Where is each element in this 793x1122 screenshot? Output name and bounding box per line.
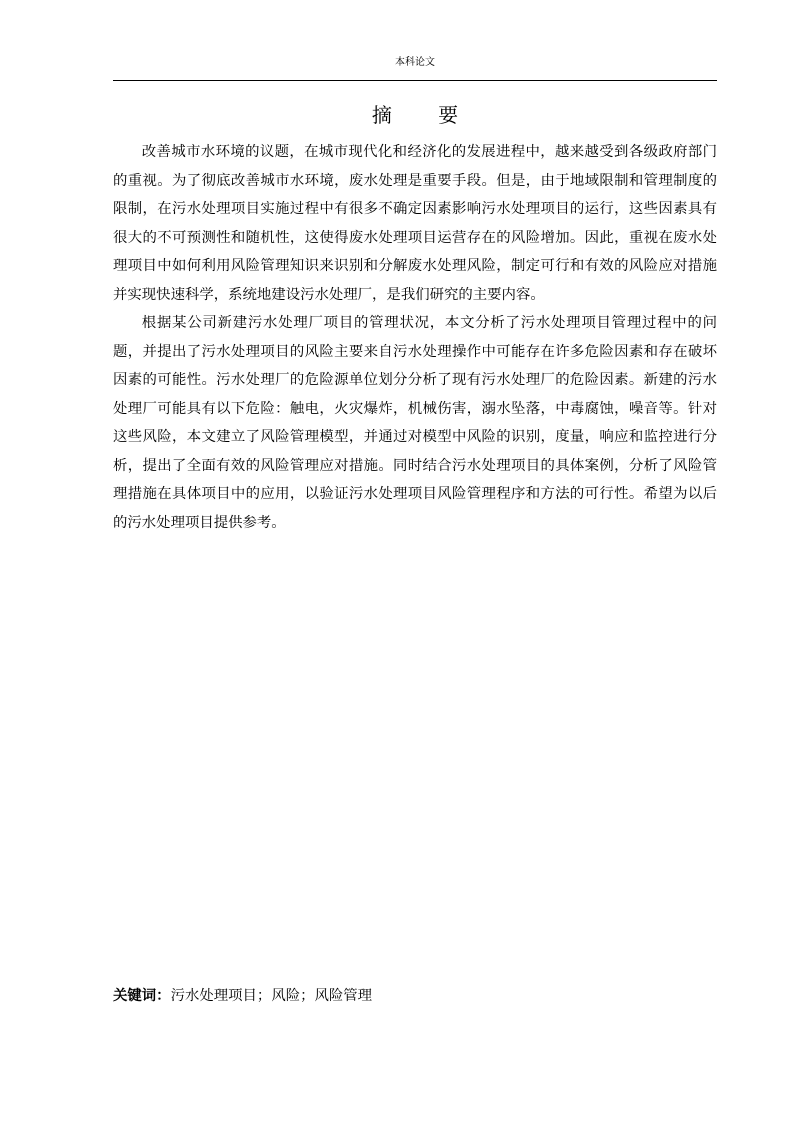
running-header: 本科论文	[395, 57, 435, 68]
abstract-paragraph-1: 改善城市水环境的议题，在城市现代化和经济化的发展进程中，越来越受到各级政府部门的重视。为了彻底改善城市水环境，废水处理是重要手段。但是，由于地域限制和管理制度的限制，在污水处理项目实施过程中有很多不确定因素影响污水处理项目的运行，这些因素具有很大的不可预测性和随机性，这使得废水处理项目运营存在的风险增加。因此，重视在废水处理项目中如何利用风险管理知识来识别和分解废水处理风险，制定可行和有效的风险应对措施并实现快速科学，系统地建设污水处理厂，是我们研究的主要内容。	[113, 144, 717, 303]
header-divider	[113, 80, 717, 81]
keywords-label: 关键词：	[113, 988, 171, 1004]
abstract-paragraph-2: 根据某公司新建污水处理厂项目的管理状况，本文分析了污水处理项目管理过程中的问题，并提出了污水处理项目的风险主要来自污水处理操作中可能存在许多危险因素和存在破坏因素的可能性。污水处理厂的危险源单位划分分析了现有污水处理厂的危险因素。新建的污水处理厂可能具有以下危险：触电，火灾爆炸，机械伤害，溺水坠落，中毒腐蚀，噪音等。针对这些风险，本文建立了风险管理模型，并通过对模型中风险的识别，度量，响应和监控进行分析，提出了全面有效的风险管理应对措施。同时结合污水处理项目的具体案例，分析了风险管理措施在具体项目中的应用，以验证污水处理项目风险管理程序和方法的可行性。希望为以后的污水处理项目提供参考。	[113, 315, 717, 531]
abstract-body	[113, 138, 717, 537]
keywords-line	[113, 984, 717, 1008]
keywords-value: 污水处理项目；风险；风险管理	[170, 988, 373, 1004]
abstract-title: 摘 要	[371, 103, 479, 127]
